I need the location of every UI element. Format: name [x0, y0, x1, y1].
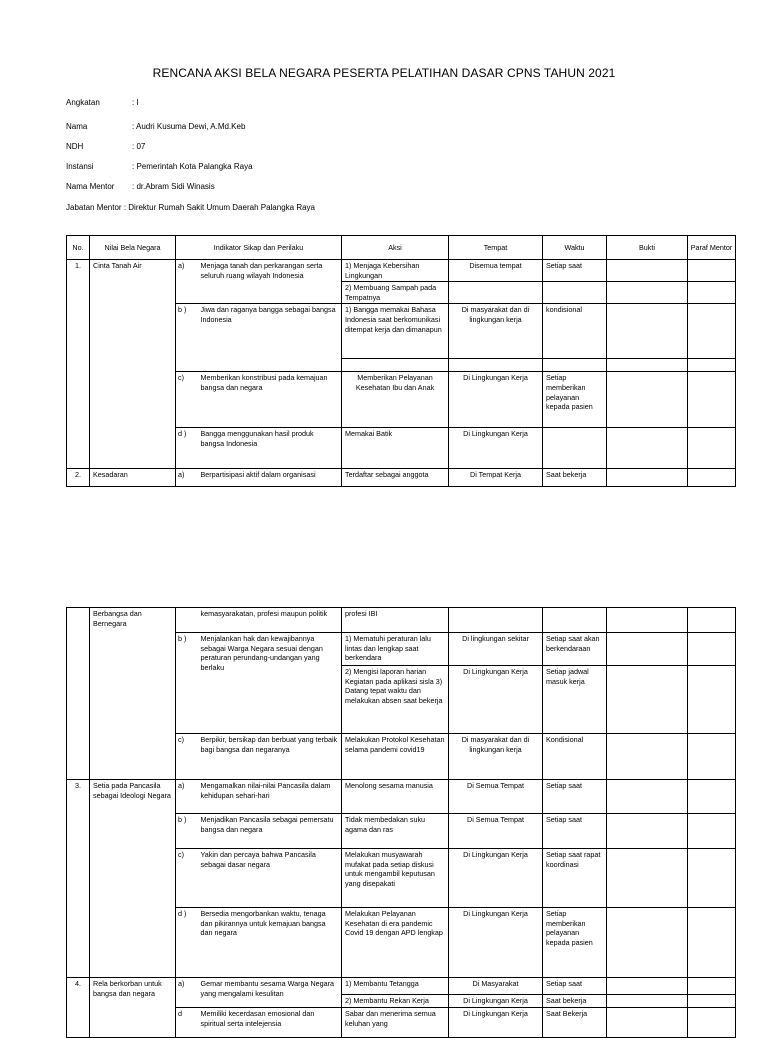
header-bukti: Bukti — [607, 236, 688, 260]
table-header-row — [67, 236, 736, 260]
bukti-cell — [607, 666, 688, 734]
indicator-letter: c) — [176, 849, 198, 908]
paraf-cell — [688, 260, 736, 282]
header-paraf: Paraf Mentor — [688, 236, 736, 260]
tempat-cell: Di Lingkungan Kerja — [449, 428, 543, 469]
meta-ndh — [66, 142, 145, 151]
bukti-cell — [607, 978, 688, 995]
bukti-cell — [607, 372, 688, 428]
header-tempat: Tempat — [449, 236, 543, 260]
meta-instansi — [66, 162, 253, 171]
aksi-cell: Memberikan Pelayanan Kesehatan Ibu dan Anak — [342, 372, 449, 428]
tempat-cell: Di masyarakat dan di lingkungan kerja — [449, 734, 543, 780]
header-waktu: Waktu — [543, 236, 607, 260]
bukti-cell — [607, 734, 688, 780]
tempat-cell: Di Lingkungan Kerja — [449, 908, 543, 978]
tempat-cell: Di Tempat Kerja — [449, 469, 543, 487]
indicator-text: Jiwa dan raganya bangga sebagai bangsa Indonesia — [198, 304, 342, 372]
paraf-cell — [688, 359, 736, 372]
waktu-cell — [543, 282, 607, 304]
tempat-cell: Di Lingkungan Kerja — [449, 1008, 543, 1038]
indicator-text: Memberikan konstribusi pada kemajuan bangsa dan negara — [198, 372, 342, 428]
indicator-letter: a) — [176, 978, 198, 1008]
indicator-text: kemasyarakatan, profesi maupun politik — [198, 608, 342, 633]
header-indikator: Indikator Sikap dan Perilaku — [176, 236, 342, 260]
nilai-cell: Kesadaran — [90, 469, 176, 487]
indicator-letter: a) — [176, 780, 198, 814]
meta-value: : Pemerintah Kota Palangka Raya — [132, 162, 253, 171]
row-number: 1. — [67, 260, 90, 469]
indicator-text: Menjaga tanah dan perkarangan serta seluruh ruang wilayah Indonesia — [198, 260, 342, 304]
waktu-cell: Setiap jadwal masuk kerja — [543, 666, 607, 734]
bukti-cell — [607, 1008, 688, 1038]
paraf-cell — [688, 978, 736, 995]
paraf-cell — [688, 734, 736, 780]
aksi-cell: Memakai Batik — [342, 428, 449, 469]
paraf-cell — [688, 372, 736, 428]
aksi-cell: Melakukan Protokol Kesehatan selama pandemi covid19 — [342, 734, 449, 780]
bukti-cell — [607, 814, 688, 849]
tempat-cell: Di Lingkungan Kerja — [449, 666, 543, 734]
table-row — [67, 978, 736, 995]
aksi-cell: Melakukan musyawarah mufakat pada setiap diskusi untuk mengambil keputusan yang disepakati — [342, 849, 449, 908]
meta-mentor — [66, 182, 215, 191]
bukti-cell — [607, 995, 688, 1008]
tempat-cell — [449, 282, 543, 304]
meta-label: Nama Mentor — [66, 182, 115, 191]
tempat-cell: Di Semua Tempat — [449, 814, 543, 849]
waktu-cell: Saat bekerja — [543, 469, 607, 487]
indicator-text: Gemar membantu sesama Warga Negara yang mengalami kesulitan — [198, 978, 342, 1008]
waktu-cell: Saat Bekerja — [543, 1008, 607, 1038]
paraf-cell — [688, 995, 736, 1008]
aksi-cell: 2) Mengisi laporan harian Kegiatan pada aplikasi sisla 3) Datang tepat waktu dan melakukan absen saat bekerja — [342, 666, 449, 734]
nilai-cell: Berbangsa dan Bernegara — [90, 608, 176, 780]
tempat-cell — [449, 608, 543, 633]
meta-angkatan — [66, 98, 139, 107]
waktu-cell: Setiap saat — [543, 978, 607, 995]
row-number — [67, 608, 90, 780]
tempat-cell: Di Semua Tempat — [449, 780, 543, 814]
meta-label: Instansi — [66, 162, 94, 171]
waktu-cell: kondisional — [543, 304, 607, 359]
waktu-cell: Setiap saat akan berkendaraan — [543, 633, 607, 666]
table-row — [67, 780, 736, 814]
indicator-letter: a) — [176, 469, 198, 487]
indicator-letter: d ) — [176, 428, 198, 469]
row-number: 3. — [67, 780, 90, 978]
bukti-cell — [607, 849, 688, 908]
waktu-cell: Setiap saat rapat koordinasi — [543, 849, 607, 908]
waktu-cell: Setiap memberikan pelayanan kepada pasien — [543, 908, 607, 978]
bukti-cell — [607, 304, 688, 359]
bukti-cell — [607, 428, 688, 469]
aksi-cell — [342, 359, 449, 372]
tempat-cell: Di Masyarakat — [449, 978, 543, 995]
waktu-cell — [543, 608, 607, 633]
aksi-cell: 1) Bangga memakai Bahasa Indonesia saat berkomunikasi ditempat kerja dan dimanapun — [342, 304, 449, 359]
bukti-cell — [607, 633, 688, 666]
tempat-cell: Di Lingkungan Kerja — [449, 849, 543, 908]
row-number: 4. — [67, 978, 90, 1038]
bukti-cell — [607, 608, 688, 633]
aksi-cell: 1) Mematuhi peraturan lalu lintas dan lengkap saat berkendara — [342, 633, 449, 666]
meta-value: : 07 — [132, 142, 146, 151]
meta-label: NDH — [66, 142, 84, 151]
bukti-cell — [607, 260, 688, 282]
indicator-letter: b ) — [176, 304, 198, 372]
indicator-text: Bersedia mengorbankan waktu, tenaga dan pikirannya untuk kemajuan bangsa dan negara — [198, 908, 342, 978]
aksi-cell: Sabar dan menerima semua keluhan yang — [342, 1008, 449, 1038]
indicator-text: Bangga menggunakan hasil produk bangsa Indonesia — [198, 428, 342, 469]
paraf-cell — [688, 908, 736, 978]
meta-value: : dr.Abram Sidi Winasis — [132, 182, 215, 191]
paraf-cell — [688, 849, 736, 908]
meta-nama — [66, 122, 245, 131]
waktu-cell: Kondisional — [543, 734, 607, 780]
aksi-cell: 1) Membantu Tetangga — [342, 978, 449, 995]
nilai-cell: Setia pada Pancasila sebagai Ideologi Negara — [90, 780, 176, 978]
meta-value: : I — [132, 98, 139, 107]
paraf-cell — [688, 428, 736, 469]
aksi-cell: 2) Membantu Rekan Kerja — [342, 995, 449, 1008]
nilai-cell: Cinta Tanah Air — [90, 260, 176, 469]
waktu-cell: Saat bekerja — [543, 995, 607, 1008]
indicator-letter: d ) — [176, 908, 198, 978]
document-title: RENCANA AKSI BELA NEGARA PESERTA PELATIHAN DASAR CPNS TAHUN 2021 — [152, 66, 616, 80]
waktu-cell: Setiap saat — [543, 780, 607, 814]
waktu-cell: Setiap saat — [543, 814, 607, 849]
tempat-cell: Di Lingkungan Kerja — [449, 372, 543, 428]
indicator-text: Memiliki kecerdasan emosional dan spiritual serta intelejensia — [198, 1008, 342, 1038]
aksi-cell: Terdaftar sebagai anggota — [342, 469, 449, 487]
paraf-cell — [688, 608, 736, 633]
meta-jabatan-mentor: Jabatan Mentor : Direktur Rumah Sakit Umum Daerah Palangka Raya — [66, 203, 315, 212]
paraf-cell — [688, 666, 736, 734]
bukti-cell — [607, 359, 688, 372]
tempat-cell: Di Lingkungan Kerja — [449, 995, 543, 1008]
paraf-cell — [688, 282, 736, 304]
header-aksi: Aksi — [342, 236, 449, 260]
nilai-cell: Rela berkorban untuk bangsa dan negara — [90, 978, 176, 1038]
bukti-cell — [607, 908, 688, 978]
aksi-cell: 1) Menjaga Kebersihan Lingkungan — [342, 260, 449, 282]
meta-value: : Audri Kusuma Dewi, A.Md.Keb — [132, 122, 246, 131]
header-nilai: Nilai Bela Negara — [90, 236, 176, 260]
aksi-cell: 2) Membuang Sampah pada Tempatnya — [342, 282, 449, 304]
aksi-cell: Melakukan Pelayanan Kesehatan di era pandemic Covid 19 dengan APD lengkap — [342, 908, 449, 978]
row-number: 2. — [67, 469, 90, 487]
bukti-cell — [607, 469, 688, 487]
indicator-letter: a) — [176, 260, 198, 304]
indicator-letter: d — [176, 1008, 198, 1038]
indicator-text: Mengamalkan nilai-nilai Pancasila dalam kehidupan sehari-hari — [198, 780, 342, 814]
tempat-cell: Di masyarakat dan di lingkungan kerja — [449, 304, 543, 359]
bukti-cell — [607, 282, 688, 304]
waktu-cell: Setiap saat — [543, 260, 607, 282]
bukti-cell — [607, 780, 688, 814]
aksi-cell: profesi IBI — [342, 608, 449, 633]
indicator-text: Menjalankan hak dan kewajibannya sebagai Warga Negara sesuai dengan peraturan perundang-undangan yang berlaku — [198, 633, 342, 734]
action-plan-table-page1 — [66, 235, 736, 487]
paraf-cell — [688, 469, 736, 487]
header-no: No. — [67, 236, 90, 260]
paraf-cell — [688, 814, 736, 849]
tempat-cell — [449, 359, 543, 372]
tempat-cell: Di lingkungan sekitar — [449, 633, 543, 666]
indicator-letter: b ) — [176, 814, 198, 849]
action-plan-table-page2 — [66, 607, 736, 1038]
paraf-cell — [688, 304, 736, 359]
indicator-text: Berpartisipasi aktif dalam organisasi — [198, 469, 342, 487]
tempat-cell: Disemua tempat — [449, 260, 543, 282]
waktu-cell — [543, 359, 607, 372]
paraf-cell — [688, 633, 736, 666]
table-row — [67, 260, 736, 282]
paraf-cell — [688, 1008, 736, 1038]
table-row — [67, 608, 736, 633]
table-row — [67, 469, 736, 487]
meta-label: Nama — [66, 122, 88, 131]
waktu-cell — [543, 428, 607, 469]
paraf-cell — [688, 780, 736, 814]
indicator-letter: c) — [176, 372, 198, 428]
meta-label: Angkatan — [66, 98, 100, 107]
indicator-letter: c) — [176, 734, 198, 780]
indicator-text: Menjadikan Pancasila sebagai pemersatu bangsa dan negara — [198, 814, 342, 849]
indicator-letter — [176, 608, 198, 633]
indicator-text: Berpikir, bersikap dan berbuat yang terbaik bagi bangsa dan negaranya — [198, 734, 342, 780]
aksi-cell: Menolong sesama manusia — [342, 780, 449, 814]
indicator-text: Yakin dan percaya bahwa Pancasila sebagai dasar negara — [198, 849, 342, 908]
aksi-cell: Tidak membedakan suku agama dan ras — [342, 814, 449, 849]
waktu-cell: Setiap memberikan pelayanan kepada pasien — [543, 372, 607, 428]
indicator-letter: b ) — [176, 633, 198, 734]
